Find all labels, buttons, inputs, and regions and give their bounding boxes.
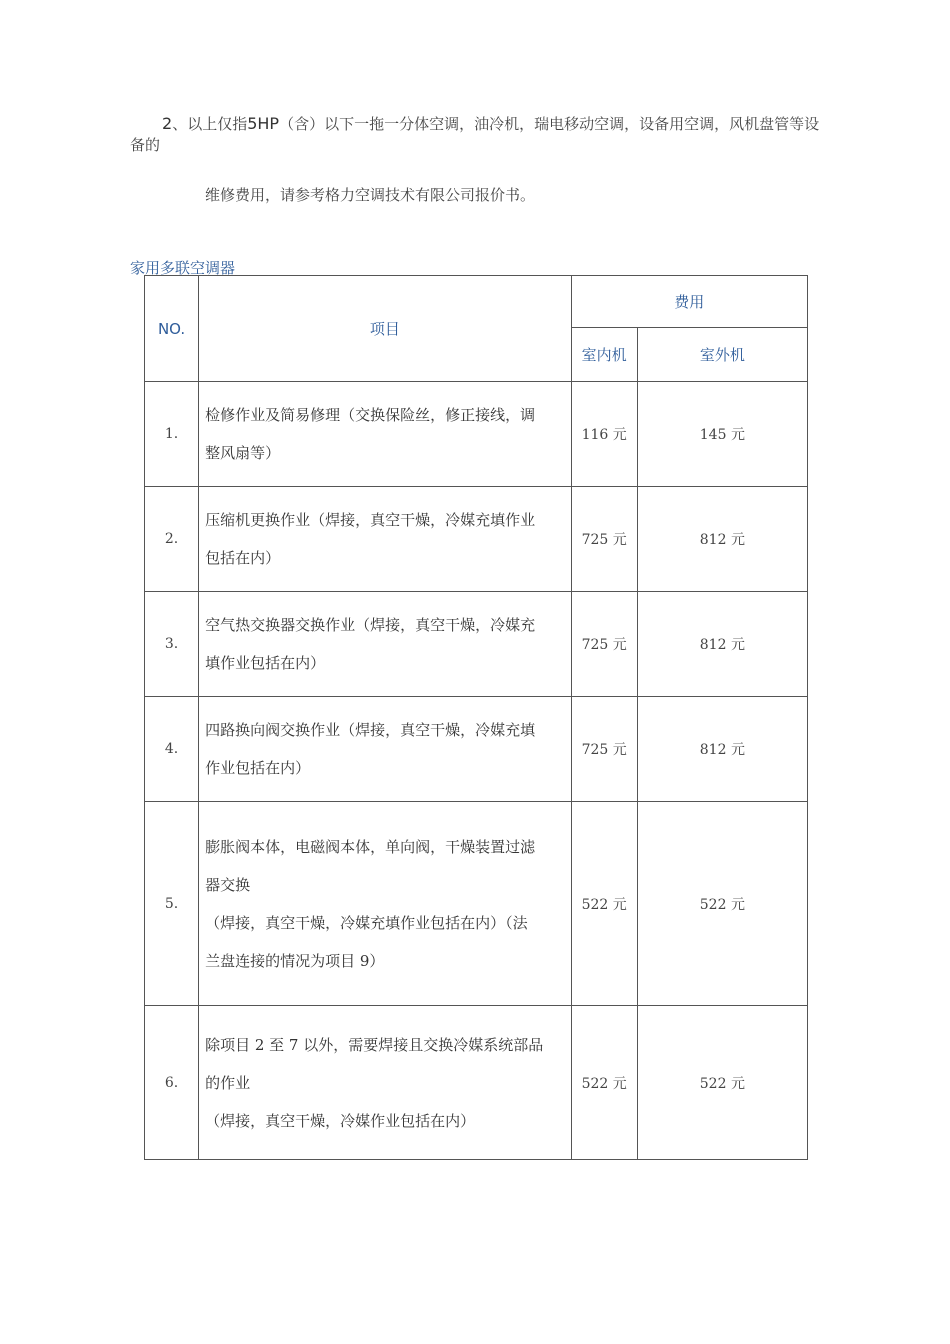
item-line: 整风扇等） [205,444,281,462]
header-item: 项目 [199,276,572,382]
table-row [145,802,808,1006]
item-line: 除项目 2 至 7 以外，需要焊接且交换冷媒系统部品 [205,1035,544,1054]
row-indoor-fee: 725 元 [571,592,637,697]
table-row [145,1006,808,1160]
item-line: 作业包括在内） [205,759,311,777]
row-item [199,802,572,1006]
item-line: 压缩机更换作业（焊接，真空干燥，冷媒充填作业 [205,511,536,529]
table-row [145,592,808,697]
row-number: 2. [145,487,199,592]
table-row [145,382,808,487]
row-number: 1. [145,382,199,487]
item-line: 膨胀阀本体，电磁阀本体，单向阀，干燥装置过滤 [205,837,536,856]
row-outdoor-fee: 812 元 [637,697,807,802]
item-line: 填作业包括在内） [205,654,326,672]
row-indoor-fee: 116 元 [571,382,637,487]
header-indoor: 室内机 [571,328,637,382]
item-line: 检修作业及简易修理（交换保险丝，修正接线，调 [205,406,536,424]
row-outdoor-fee: 522 元 [637,802,807,1006]
row-item [199,487,572,592]
row-indoor-fee: 522 元 [571,1006,637,1160]
item-line: 空气热交换器交换作业（焊接，真空干燥，冷媒充 [205,616,536,634]
row-outdoor-fee: 812 元 [637,592,807,697]
item-line: 四路换向阀交换作业（焊接，真空干燥，冷媒充填 [205,721,536,739]
item-line: （焊接，真空干燥，冷媒充填作业包括在内）（法 [205,913,528,932]
item-line: （焊接，真空干燥，冷媒作业包括在内） [205,1111,476,1130]
row-item [199,382,572,487]
item-line: 兰盘连接的情况为项目 9） [205,951,385,970]
intro-line2: 维修费用，请参考格力空调技术有限公司报价书。 [205,186,536,204]
intro-number: 2 [162,114,173,133]
row-number: 3. [145,592,199,697]
item-line: 包括在内） [205,549,281,567]
row-number: 4. [145,697,199,802]
row-indoor-fee: 725 元 [571,697,637,802]
intro-text-a: 、以上仅指 [172,115,248,133]
row-item [199,697,572,802]
header-fee: 费用 [571,276,807,328]
row-outdoor-fee: 812 元 [637,487,807,592]
price-table [144,275,808,1160]
section-title: 家用多联空调器 [130,259,236,277]
intro-hp: 5HP [247,114,280,133]
row-indoor-fee: 522 元 [571,802,637,1006]
row-item [199,1006,572,1160]
row-number: 5. [145,802,199,1006]
header-outdoor: 室外机 [637,328,807,382]
row-outdoor-fee: 145 元 [637,382,807,487]
intro-text-b: （含）以下一拖一分体空调，油冷机，瑞电移动空调，设备用空调，风机盘管等设备的 [130,115,820,154]
item-line: 的作业 [205,1073,251,1092]
table-row [145,697,808,802]
row-item [199,592,572,697]
table-row [145,487,808,592]
intro-paragraph [130,113,820,156]
header-no: NO. [145,276,199,382]
row-indoor-fee: 725 元 [571,487,637,592]
item-line: 器交换 [205,875,251,894]
row-outdoor-fee: 522 元 [637,1006,807,1160]
row-number: 6. [145,1006,199,1160]
